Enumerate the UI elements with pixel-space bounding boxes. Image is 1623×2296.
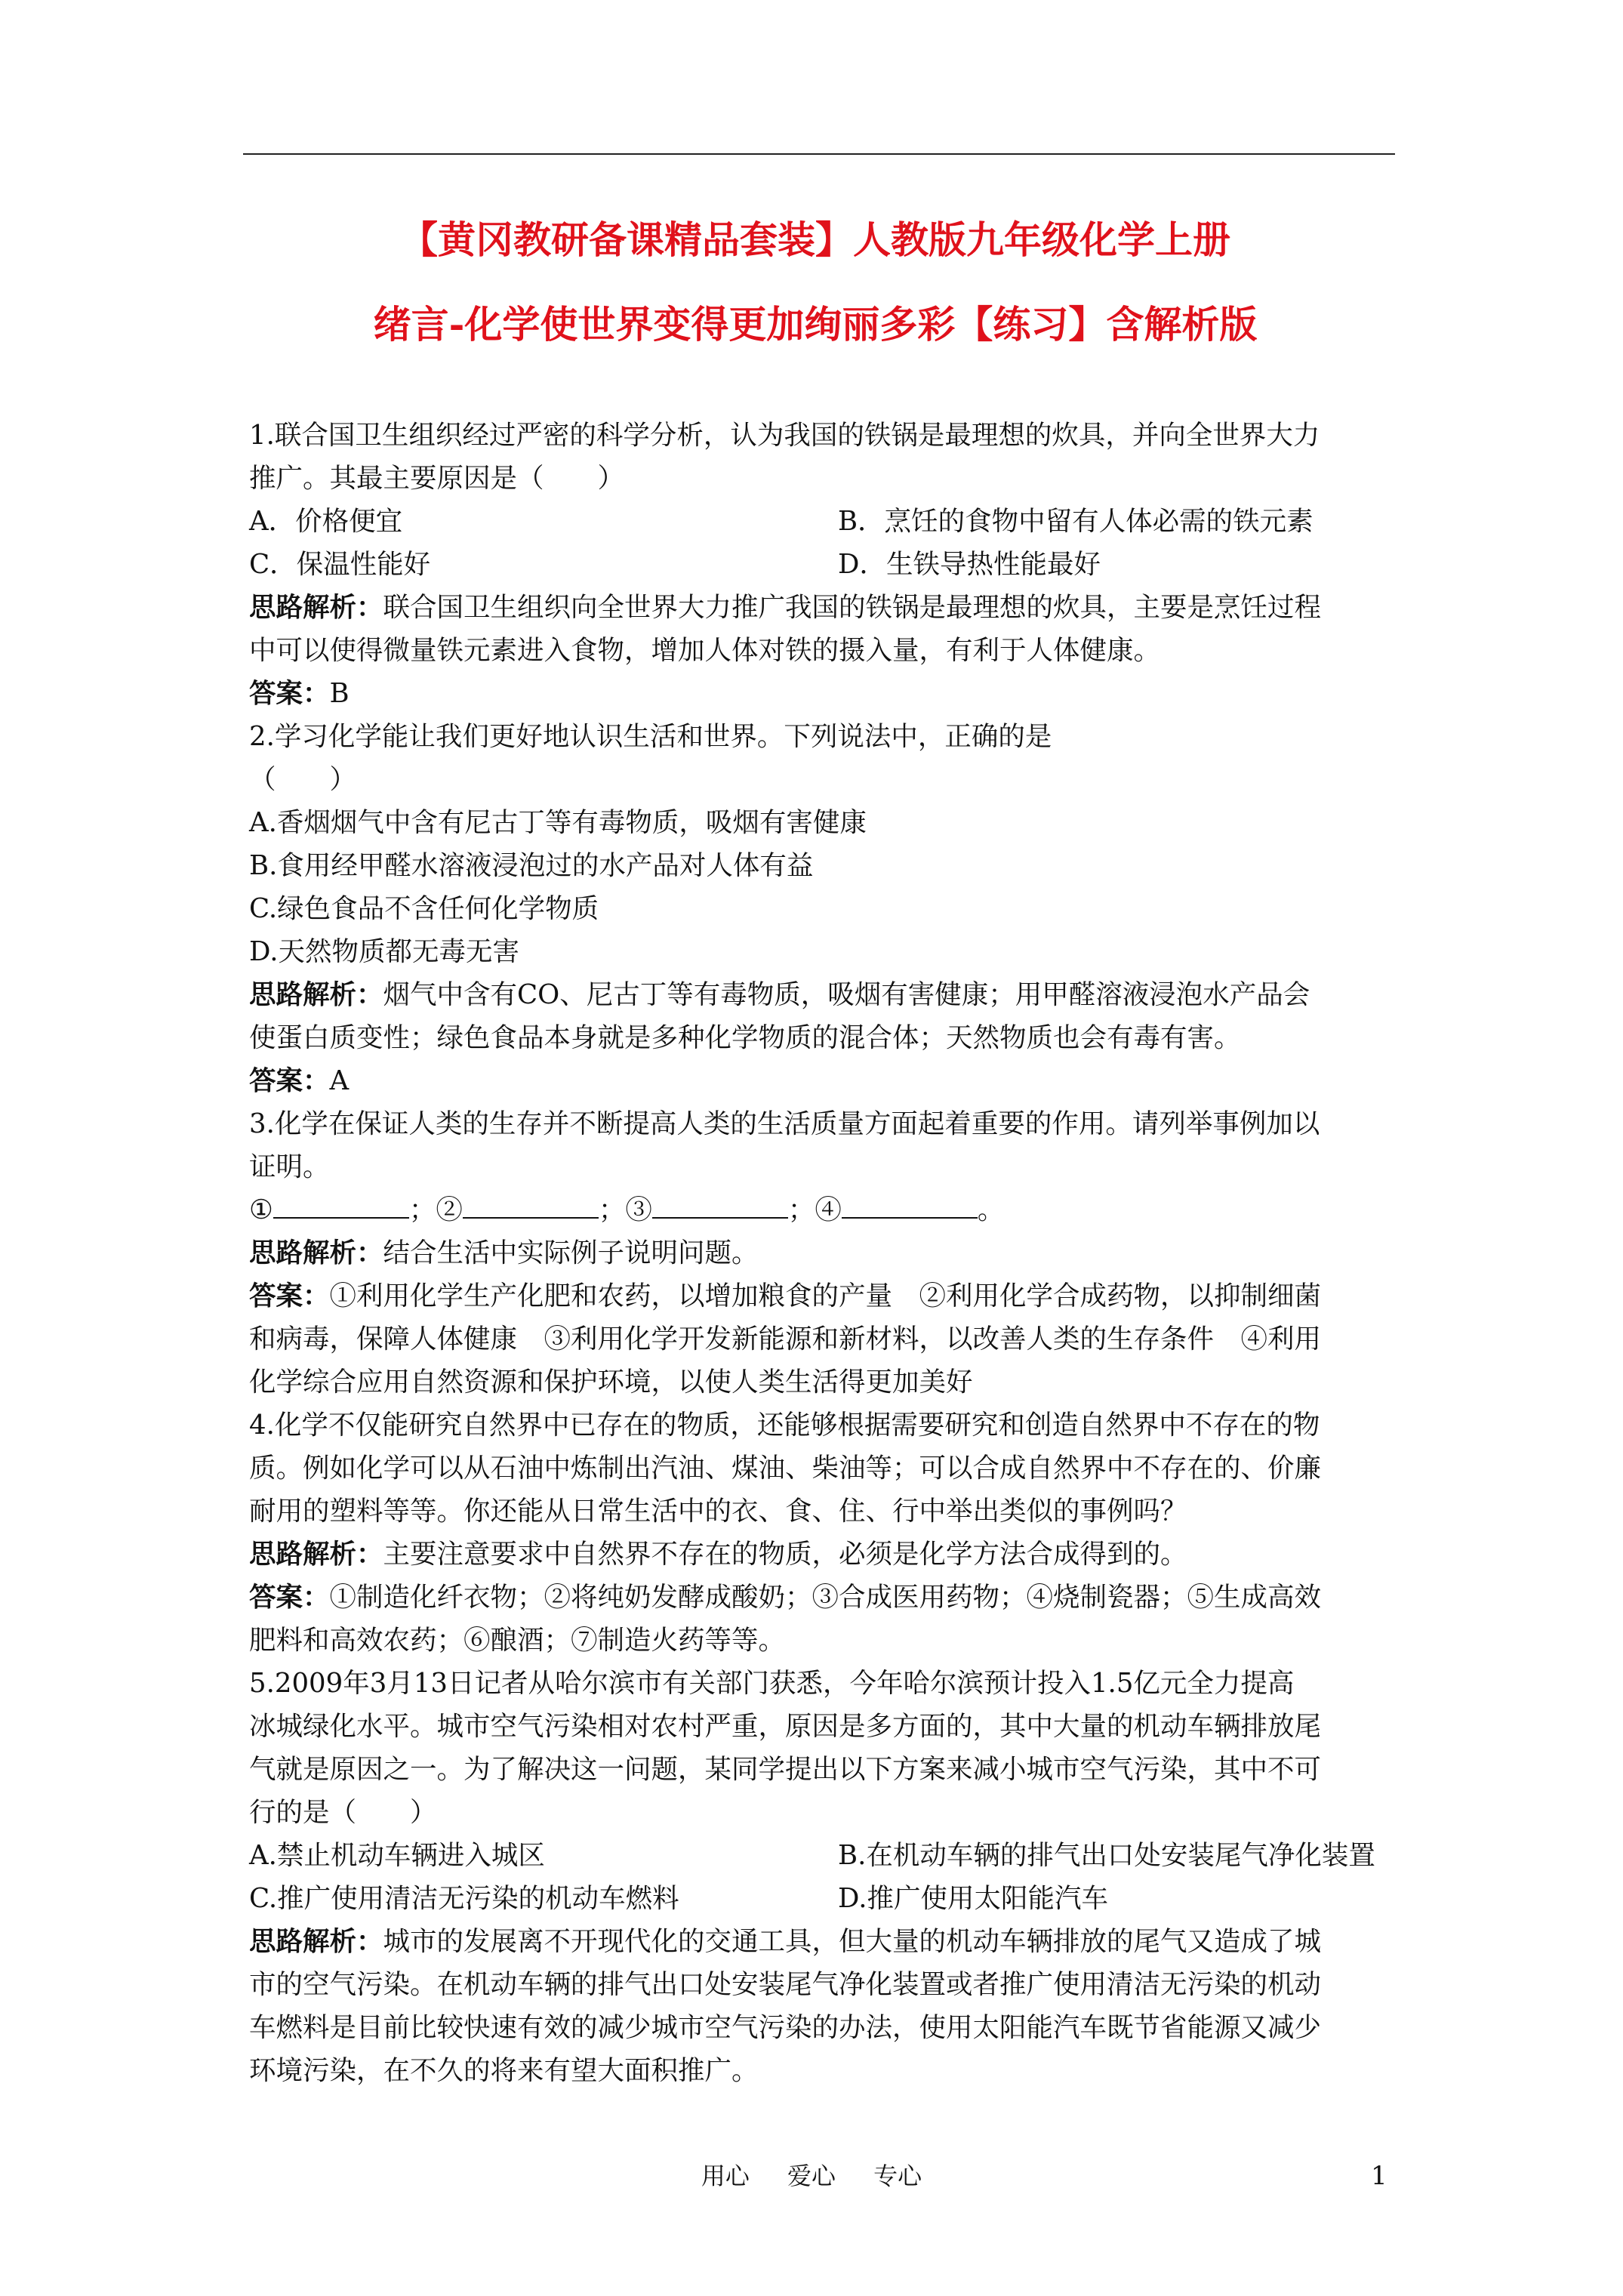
q1-stem-line1: 1.联合国卫生组织经过严密的科学分析，认为我国的铁锅是最理想的炊具，并向全世界大力	[249, 420, 1320, 451]
q3-stem-line1: 3.化学在保证人类的生存并不断提高人类的生活质量方面起着重要的作用。请列举事例加以	[249, 1108, 1320, 1139]
q3-stem-line2: 证明。	[249, 1151, 330, 1182]
q2-answer	[249, 1059, 1404, 1102]
q5-option-c: C.推广使用清洁无污染的机动车燃料	[249, 1883, 679, 1914]
blank-marker-2: ；②	[408, 1194, 463, 1225]
q5-options-row1	[249, 1834, 1404, 1877]
q3-answer-line2: 和病毒，保障人体健康 ③利用化学开发新能源和新材料，以改善人类的生存条件 ④利用	[249, 1324, 1322, 1354]
q3-answer-line3: 化学综合应用自然资源和保护环境，以使人类生活得更加美好	[249, 1367, 973, 1398]
q3-answer-line1	[249, 1274, 1404, 1318]
q2-analysis-text: 烟气中含有CO、尼古丁等有毒物质，吸烟有害健康；用甲醛溶液浸泡水产品会	[383, 979, 1310, 1010]
q2-stem-line1: 2.学习化学能让我们更好地认识生活和世界。下列说法中，正确的是	[249, 721, 1052, 752]
q5-stem-line1: 5.2009年3月13日记者从哈尔滨市有关部门获悉，今年哈尔滨预计投入1.5亿元全力提高	[249, 1668, 1295, 1699]
blank-2[interactable]	[463, 1188, 599, 1219]
q1-options-row1	[249, 500, 1404, 543]
blank-marker-1: ①	[249, 1194, 273, 1225]
q1-option-a: A．价格便宜	[249, 506, 403, 537]
q3-answer-text: ①利用化学生产化肥和农药，以增加粮食的产量 ②利用化学合成药物，以抑制细菌	[329, 1281, 1322, 1311]
q5-option-a: A.禁止机动车辆进入城区	[249, 1840, 545, 1871]
analysis-label: 思路解析：	[249, 1539, 383, 1570]
page-number: 1	[1371, 2161, 1387, 2191]
analysis-label: 思路解析：	[249, 979, 383, 1010]
q1-option-d: D．生铁导热性能最好	[838, 549, 1101, 580]
q4-analysis-text: 主要注意要求中自然界不存在的物质，必须是化学方法合成得到的。	[383, 1539, 1187, 1570]
q1-analysis-line1	[249, 586, 1404, 629]
header-rule	[243, 153, 1395, 155]
blank-marker-4: ；④	[787, 1194, 842, 1225]
q1-analysis-text: 联合国卫生组织向全世界大力推广我国的铁锅是最理想的炊具，主要是烹饪过程	[383, 592, 1322, 623]
q5-stem-line4: 行的是（ ）	[249, 1797, 437, 1828]
q2-stem-line2: （ ）	[249, 764, 357, 795]
analysis-label: 思路解析：	[249, 1926, 383, 1957]
q5-analysis-line4: 环境污染，在不久的将来有望大面积推广。	[249, 2055, 759, 2086]
answer-label: 答案：	[249, 1582, 330, 1613]
analysis-label: 思路解析：	[249, 592, 383, 623]
q5-stem-line2: 冰城绿化水平。城市空气污染相对农村严重，原因是多方面的，其中大量的机动车辆排放尾	[249, 1711, 1322, 1742]
q1-option-b: B．烹饪的食物中留有人体必需的铁元素	[838, 506, 1313, 537]
q1-stem-line2: 推广。其最主要原因是（ ）	[249, 463, 625, 494]
q1-analysis-line2: 中可以使得微量铁元素进入食物，增加人体对铁的摄入量，有利于人体健康。	[249, 635, 1161, 666]
answer-label: 答案：	[249, 1281, 330, 1311]
q5-options-row2	[249, 1877, 1404, 1920]
q5-analysis-line2: 市的空气污染。在机动车辆的排气出口处安装尾气净化装置或者推广使用清洁无污染的机动	[249, 1969, 1322, 2000]
q1-options-row2	[249, 543, 1404, 586]
q5-option-d: D.推广使用太阳能汽车	[838, 1883, 1108, 1914]
q4-analysis	[249, 1533, 1404, 1576]
blank-1[interactable]	[273, 1188, 409, 1219]
document-title-line2: 绪言-化学使世界变得更加绚丽多彩【练习】含解析版	[373, 302, 1258, 347]
document-body	[249, 414, 1404, 2092]
page-footer: 用心 爱心 专心	[701, 2162, 922, 2190]
blank-marker-3: ；③	[598, 1194, 652, 1225]
q5-analysis-line3: 车燃料是目前比较快速有效的减少城市空气污染的办法，使用太阳能汽车既节省能源又减少	[249, 2012, 1322, 2043]
blank-end: 。	[977, 1194, 1005, 1225]
answer-label: 答案：	[249, 1065, 330, 1096]
q4-stem-line3: 耐用的塑料等等。你还能从日常生活中的衣、食、住、行中举出类似的事例吗？	[249, 1496, 1187, 1527]
q5-stem-line3: 气就是原因之一。为了解决这一问题，某同学提出以下方案来减小城市空气污染，其中不可	[249, 1754, 1322, 1785]
q4-answer-line2: 肥料和高效农药；⑥酿酒；⑦制造火药等等。	[249, 1625, 786, 1656]
q2-answer-value: A	[329, 1065, 350, 1096]
q2-option-c: C.绿色食品不含任何化学物质	[249, 893, 599, 924]
blank-4[interactable]	[842, 1188, 978, 1219]
q5-option-b: B.在机动车辆的排气出口处安装尾气净化装置	[838, 1840, 1375, 1871]
blank-3[interactable]	[652, 1188, 788, 1219]
q2-option-b: B.食用经甲醛水溶液浸泡过的水产品对人体有益	[249, 850, 814, 881]
q4-answer-line1	[249, 1576, 1404, 1619]
q1-answer	[249, 672, 1404, 715]
q4-answer-text: ①制造化纤衣物；②将纯奶发酵成酸奶；③合成医用药物；④烧制瓷器；⑤生成高效	[329, 1582, 1322, 1613]
q5-analysis-text: 城市的发展离不开现代化的交通工具，但大量的机动车辆排放的尾气又造成了城	[383, 1926, 1322, 1957]
q2-option-a: A.香烟烟气中含有尼古丁等有毒物质，吸烟有害健康	[249, 807, 867, 838]
answer-label: 答案：	[249, 678, 330, 709]
q2-option-d: D.天然物质都无毒无害	[249, 936, 519, 967]
q3-analysis	[249, 1231, 1404, 1274]
q1-answer-value: B	[329, 678, 350, 709]
q3-analysis-text: 结合生活中实际例子说明问题。	[383, 1237, 759, 1268]
q1-option-c: C．保温性能好	[249, 549, 431, 580]
q5-analysis-line1	[249, 1920, 1404, 1963]
document-title-line1: 【黄冈教研备课精品套装】人教版九年级化学上册	[400, 217, 1230, 262]
q2-analysis-line1	[249, 973, 1404, 1016]
q3-blanks	[249, 1188, 1404, 1231]
q4-stem-line2: 质。例如化学可以从石油中炼制出汽油、煤油、柴油等；可以合成自然界中不存在的、价廉	[249, 1453, 1322, 1484]
q2-analysis-line2: 使蛋白质变性；绿色食品本身就是多种化学物质的混合体；天然物质也会有毒有害。	[249, 1022, 1241, 1053]
q4-stem-line1: 4.化学不仅能研究自然界中已存在的物质，还能够根据需要研究和创造自然界中不存在的物	[249, 1410, 1320, 1441]
analysis-label: 思路解析：	[249, 1237, 383, 1268]
